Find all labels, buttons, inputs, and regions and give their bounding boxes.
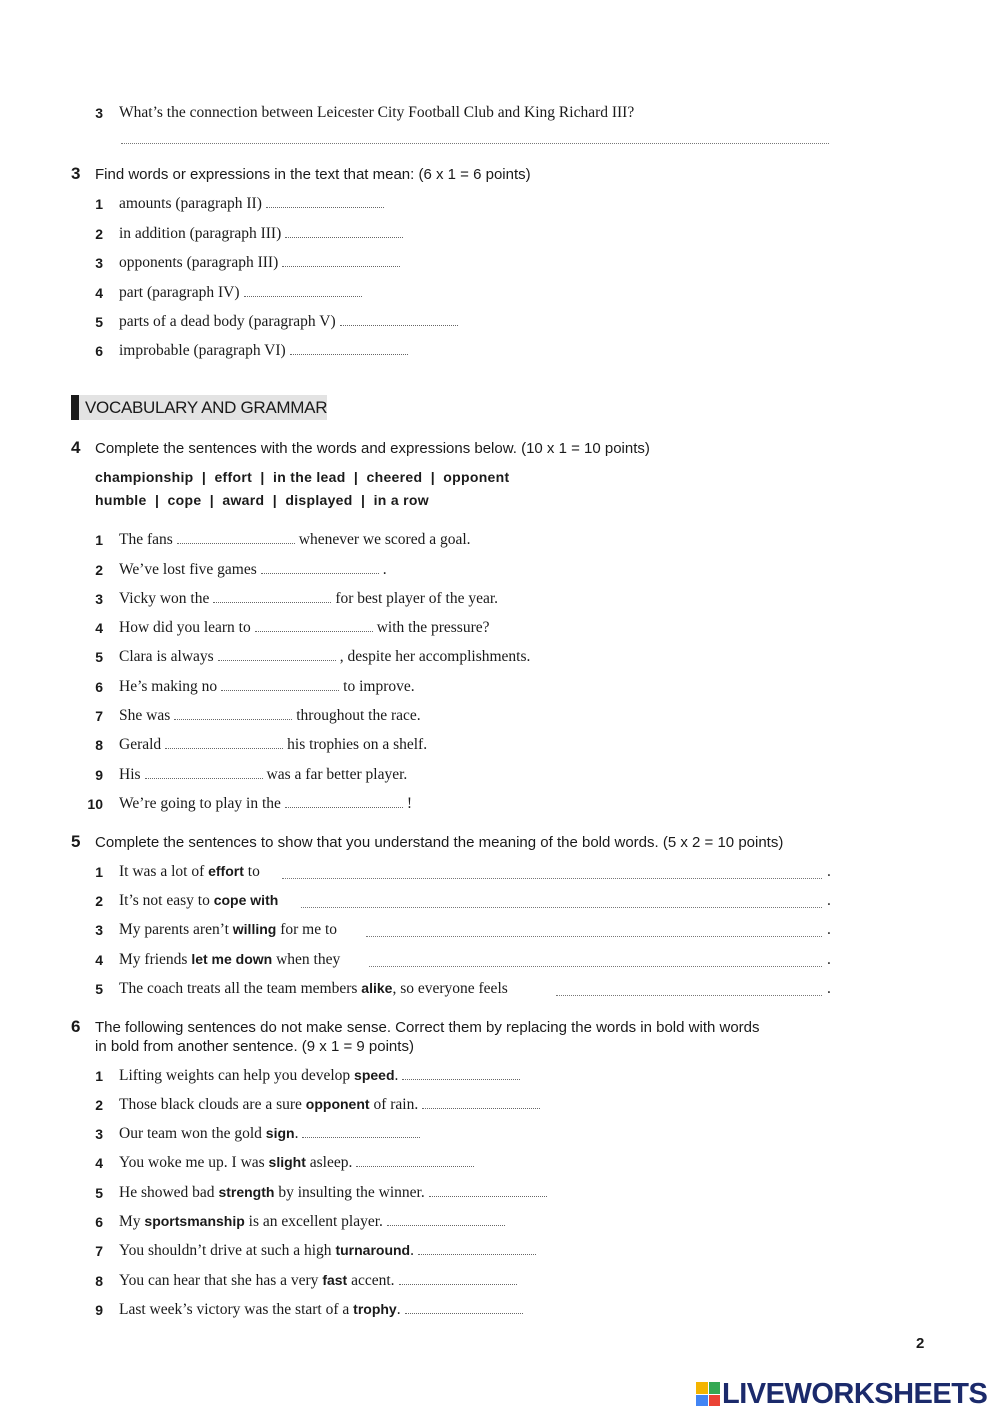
item-number: 2 [95, 1097, 103, 1113]
section-instruction: The following sentences do not make sense. Correct them by replacing the words in bold with words [95, 1019, 760, 1036]
correction-sentence: Last week’s victory was the start of a trophy. [119, 1301, 527, 1319]
answer-blank[interactable] [174, 707, 292, 720]
sentence-start: We’ve lost five games [119, 561, 257, 578]
definition-text: opponents (paragraph III) [119, 254, 279, 271]
answer-blank[interactable] [399, 1272, 517, 1285]
logo-text: LIVEWORKSHEETS [722, 1377, 988, 1410]
definition-text: in addition (paragraph III) [119, 225, 282, 242]
correction-sentence: You shouldn’t drive at such a high turnaround. [119, 1242, 540, 1260]
answer-blank[interactable] [244, 284, 362, 297]
sentence-end: , despite her accomplishments. [339, 648, 531, 665]
item-number: 10 [87, 796, 103, 812]
gap-sentence [119, 619, 490, 637]
section-instruction: Complete the sentences with the words and expressions below. (10 x 1 = 10 points) [95, 440, 650, 457]
bold-word: sportsmanship [144, 1213, 245, 1229]
sentence-start: It’s not easy to cope with [119, 892, 279, 909]
page-number: 2 [916, 1335, 925, 1352]
gap-sentence [119, 795, 412, 813]
item-number: 9 [95, 767, 103, 783]
item-number: 3 [95, 1126, 103, 1142]
answer-blank[interactable] [429, 1184, 547, 1197]
item-number: 8 [95, 1273, 103, 1289]
answer-blank[interactable] [221, 678, 339, 691]
section-instruction: Find words or expressions in the text that mean: (6 x 1 = 6 points) [95, 166, 531, 183]
answer-blank[interactable] [422, 1096, 540, 1109]
section-header-title: VOCABULARY AND GRAMMAR [85, 398, 328, 417]
item-number: 2 [95, 893, 103, 909]
sentence-end: . [827, 921, 831, 938]
liveworksheets-logo-icon [696, 1382, 720, 1406]
gap-sentence [119, 531, 471, 549]
correction-sentence: You can hear that she has a very fast accent. [119, 1272, 521, 1290]
item-number: 5 [95, 1185, 103, 1201]
answer-line[interactable] [369, 965, 822, 967]
sentence-start: The coach treats all the team members alike, so everyone feels [119, 980, 508, 997]
sentence-start: It was a lot of effort to [119, 863, 260, 880]
section-instruction: in bold from another sentence. (9 x 1 = 9 points) [95, 1038, 414, 1055]
answer-line[interactable] [556, 994, 822, 996]
item-number: 4 [95, 620, 103, 636]
sentence-end: throughout the race. [296, 707, 421, 724]
answer-blank[interactable] [145, 766, 263, 779]
answer-blank[interactable] [177, 531, 295, 544]
bold-word: opponent [305, 1096, 370, 1112]
bold-word: speed [354, 1067, 395, 1083]
definition-item [119, 313, 462, 331]
answer-blank[interactable] [302, 1125, 420, 1138]
answer-blank[interactable] [356, 1154, 474, 1167]
sentence-start: We’re going to play in the [119, 795, 281, 812]
answer-blank[interactable] [218, 648, 336, 661]
sentence-end: . [827, 980, 831, 997]
correction-sentence: Lifting weights can help you develop speed. [119, 1067, 524, 1085]
sentence-end: to improve. [343, 678, 415, 695]
answer-blank[interactable] [165, 736, 283, 749]
bold-word: fast [322, 1272, 348, 1288]
sentence-end: for best player of the year. [335, 590, 499, 607]
item-number: 3 [95, 922, 103, 938]
definition-text: parts of a dead body (paragraph V) [119, 313, 336, 330]
answer-line[interactable] [282, 877, 822, 879]
item-number: 6 [95, 1214, 103, 1230]
item-number: 5 [95, 981, 103, 997]
answer-blank[interactable] [387, 1213, 505, 1226]
sentence-end: with the pressure? [376, 619, 490, 636]
item-number: 6 [95, 679, 103, 695]
answer-blank[interactable] [290, 342, 408, 355]
answer-blank[interactable] [405, 1301, 523, 1314]
bold-word: alike [361, 980, 393, 996]
question-text: What’s the connection between Leicester City Football Club and King Richard III? [119, 104, 635, 121]
sentence-end: . [827, 951, 831, 968]
bold-word: willing [232, 921, 277, 937]
sentence-start: Gerald [119, 736, 162, 753]
bold-word: strength [218, 1184, 275, 1200]
item-number: 7 [95, 708, 103, 724]
correction-sentence: You woke me up. I was slight asleep. [119, 1154, 478, 1172]
item-number: 5 [95, 314, 103, 330]
answer-blank[interactable] [255, 619, 373, 632]
item-number: 3 [95, 591, 103, 607]
sentence-start: Vicky won the [119, 590, 210, 607]
bold-word: cope with [213, 892, 279, 908]
answer-blank[interactable] [402, 1067, 520, 1080]
item-number: 6 [95, 343, 103, 359]
item-number: 4 [95, 285, 103, 301]
bold-word: let me down [191, 951, 273, 967]
section-header-bar [71, 395, 79, 420]
correction-sentence: Our team won the gold sign. [119, 1125, 424, 1143]
answer-blank[interactable] [285, 225, 403, 238]
sentence-start: His [119, 766, 141, 783]
item-number: 1 [95, 532, 103, 548]
bold-word: turnaround [335, 1242, 411, 1258]
sentence-end: . [827, 863, 831, 880]
gap-sentence [119, 648, 530, 666]
item-number: 4 [95, 1155, 103, 1171]
correction-sentence: He showed bad strength by insulting the winner. [119, 1184, 551, 1202]
word-bank-line: humble | cope | award | displayed | in a row [95, 492, 429, 508]
gap-sentence [119, 678, 415, 696]
section-number: 6 [71, 1017, 81, 1036]
sentence-end: his trophies on a shelf. [287, 736, 428, 753]
gap-sentence [119, 736, 427, 754]
item-number: 7 [95, 1243, 103, 1259]
item-number: 8 [95, 737, 103, 753]
liveworksheets-logo[interactable] [696, 1376, 987, 1412]
definition-text: amounts (paragraph II) [119, 195, 262, 212]
sentence-start: My parents aren’t willing for me to [119, 921, 338, 938]
answer-blank[interactable] [418, 1242, 536, 1255]
answer-blank[interactable] [282, 254, 400, 267]
answer-line[interactable] [366, 935, 822, 937]
bold-word: effort [208, 863, 244, 879]
correction-sentence: Those black clouds are a sure opponent of rain. [119, 1096, 544, 1114]
sentence-start: My friends let me down when they [119, 951, 341, 968]
answer-line[interactable] [301, 906, 822, 908]
item-number: 1 [95, 1068, 103, 1084]
item-number: 9 [95, 1302, 103, 1318]
word-bank-line: championship | effort | in the lead | cheered | opponent [95, 469, 510, 485]
item-number: 2 [95, 226, 103, 242]
section-number: 5 [71, 832, 81, 851]
definition-item [119, 254, 404, 272]
item-number: 4 [95, 952, 103, 968]
bold-word: sign [265, 1125, 295, 1141]
item-number: 5 [95, 649, 103, 665]
gap-sentence [119, 707, 421, 725]
sentence-end: whenever we scored a goal. [298, 531, 471, 548]
answer-blank[interactable] [340, 313, 458, 326]
answer-line[interactable] [121, 142, 829, 144]
bold-word: slight [268, 1154, 306, 1170]
sentence-end: ! [406, 795, 413, 812]
answer-blank[interactable] [261, 561, 379, 574]
sentence-start: How did you learn to [119, 619, 251, 636]
gap-sentence [119, 561, 387, 579]
sentence-end: . [382, 561, 387, 578]
item-number: 3 [95, 255, 103, 271]
definition-text: improbable (paragraph VI) [119, 342, 286, 359]
sentence-start: The fans [119, 531, 173, 548]
gap-sentence [119, 766, 407, 784]
sentence-start: She was [119, 707, 171, 724]
definition-item [119, 284, 366, 302]
item-number: 1 [95, 196, 103, 212]
correction-sentence: My sportsmanship is an excellent player. [119, 1213, 509, 1231]
sentence-start: Clara is always [119, 648, 214, 665]
section-number: 3 [71, 164, 81, 183]
answer-blank[interactable] [285, 795, 403, 808]
gap-sentence [119, 590, 498, 608]
item-number: 2 [95, 562, 103, 578]
answer-blank[interactable] [213, 590, 331, 603]
section-instruction: Complete the sentences to show that you understand the meaning of the bold words. (5 x 2 = 10 points) [95, 834, 784, 851]
sentence-end: . [827, 892, 831, 909]
definition-item [119, 195, 388, 213]
definition-text: part (paragraph IV) [119, 284, 240, 301]
answer-blank[interactable] [266, 195, 384, 208]
sentence-end: was a far better player. [266, 766, 408, 783]
definition-item [119, 225, 407, 243]
definition-item [119, 342, 412, 360]
sentence-start: He’s making no [119, 678, 218, 695]
bold-word: trophy [353, 1301, 397, 1317]
item-number: 1 [95, 864, 103, 880]
section-number: 4 [71, 438, 81, 457]
item-number: 3 [95, 105, 103, 121]
